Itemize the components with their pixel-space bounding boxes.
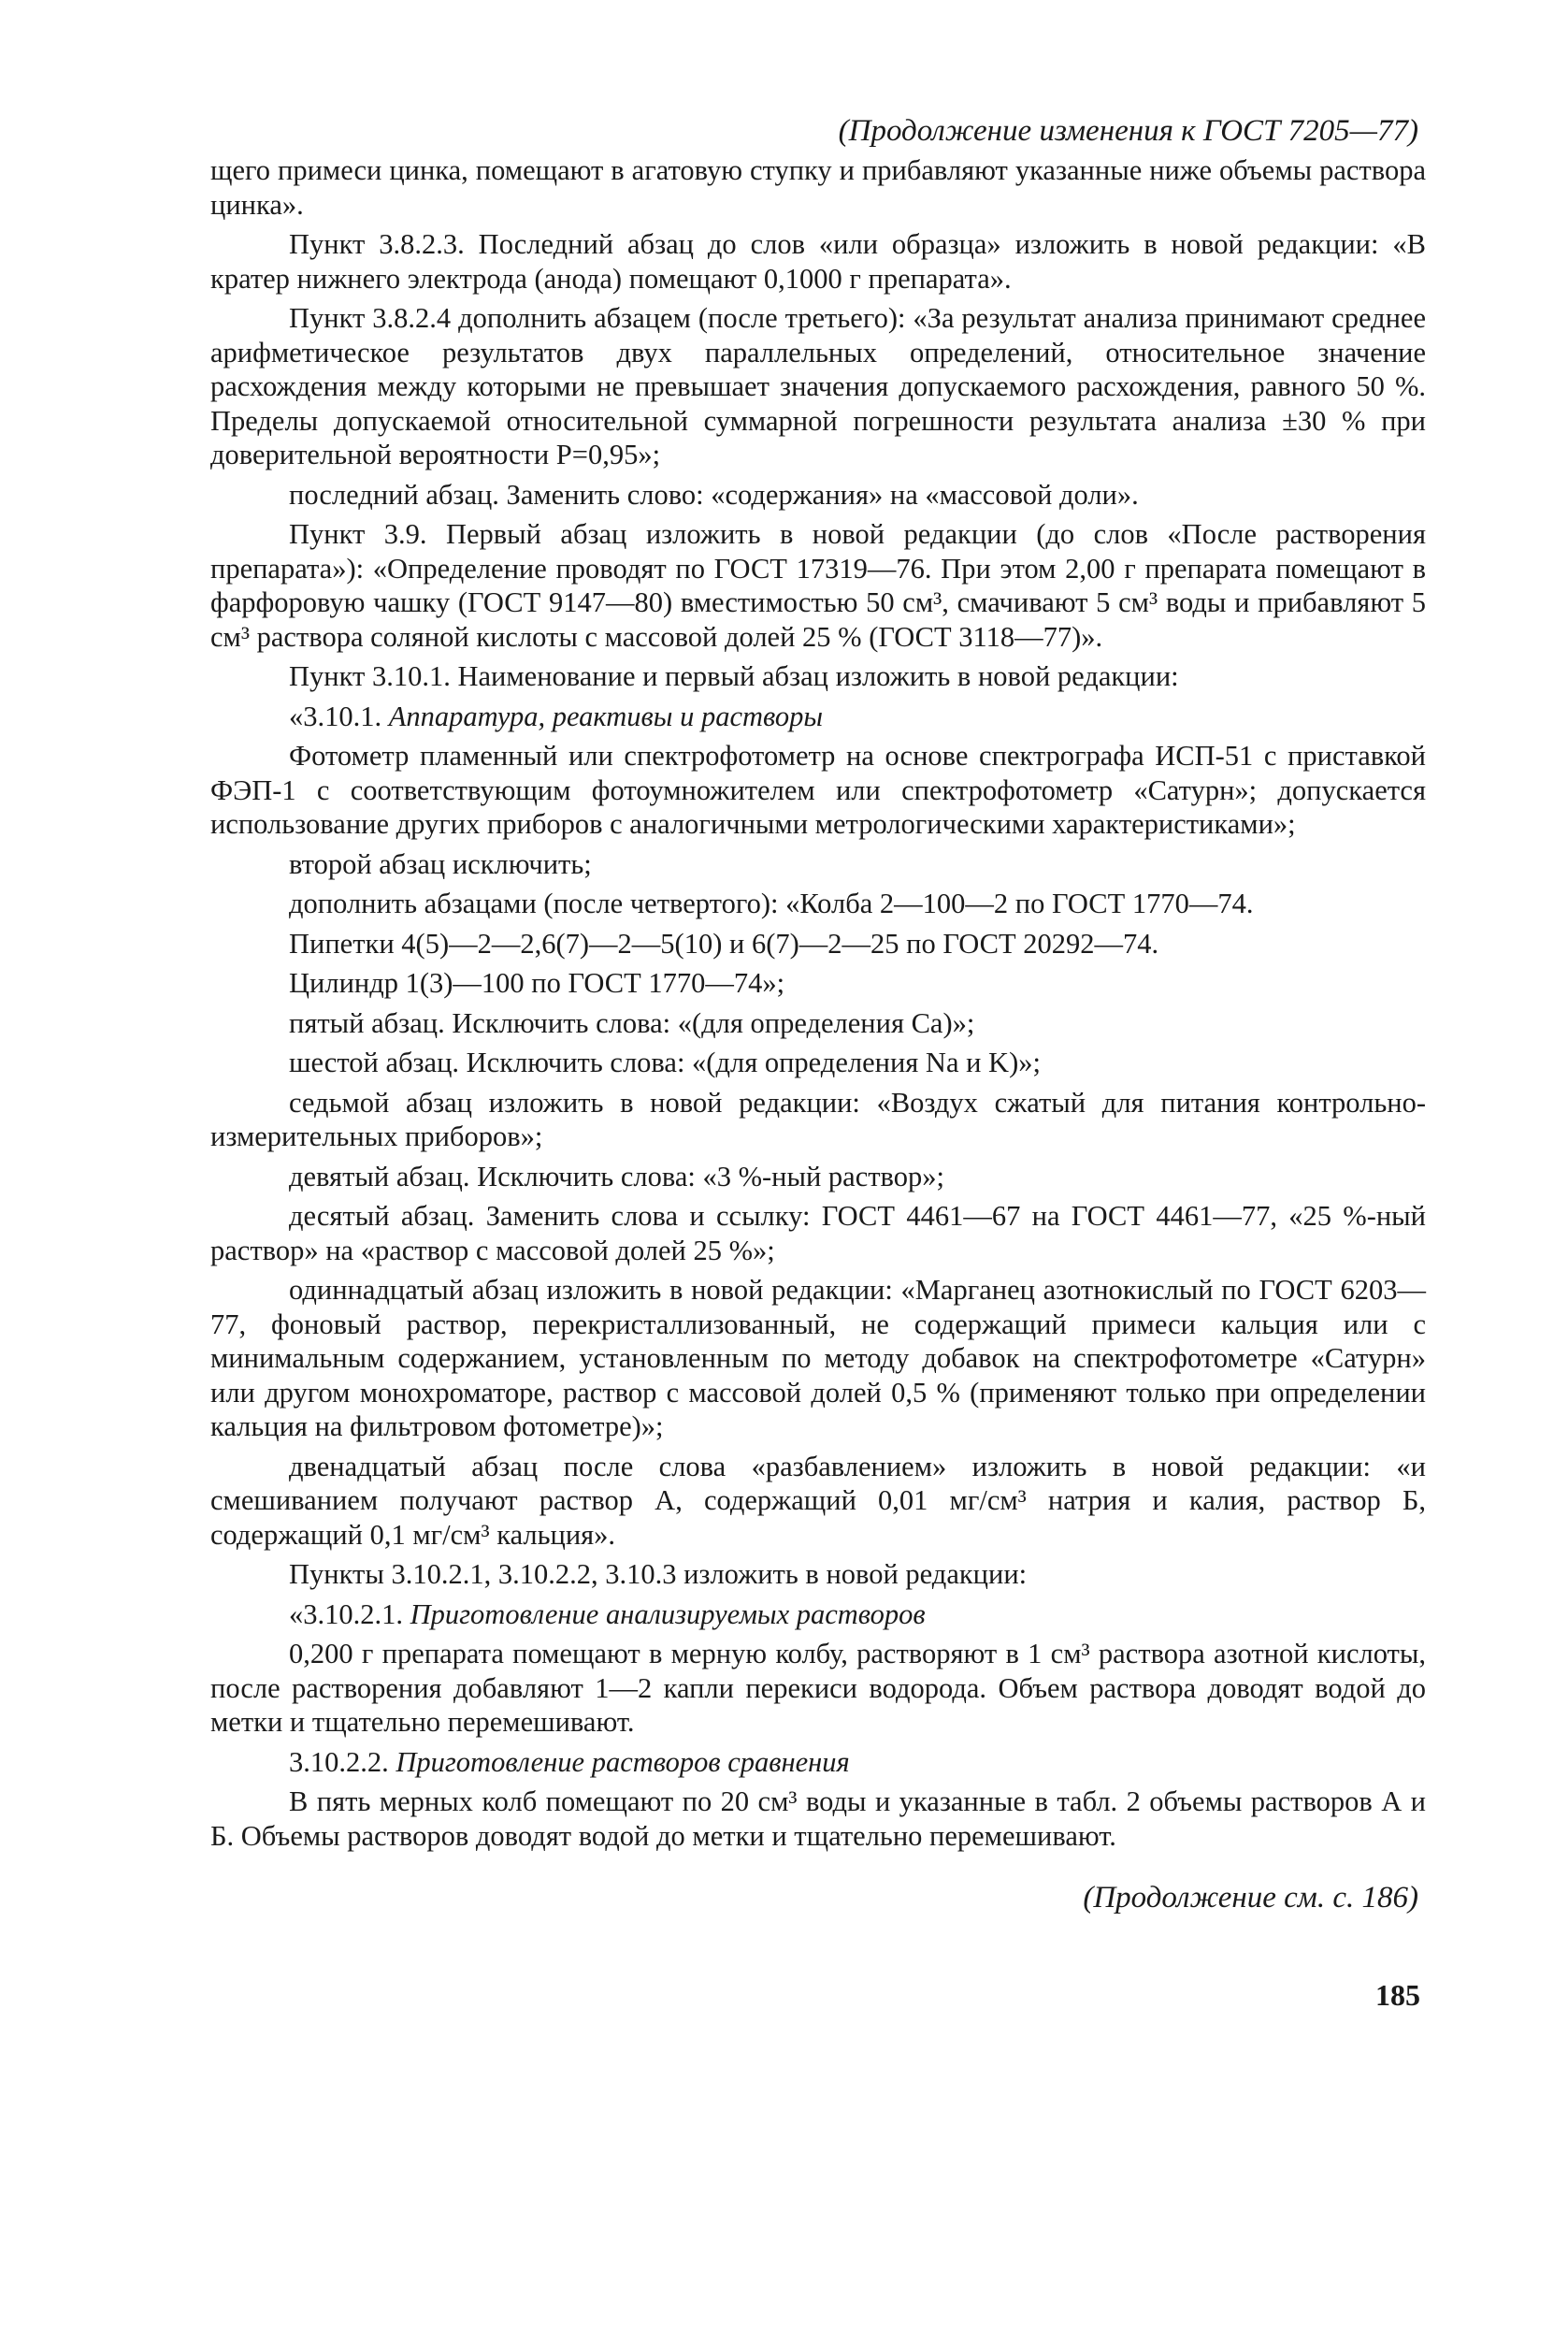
paragraph (210, 1086, 1426, 1154)
paragraph (210, 153, 1426, 222)
paragraph (210, 739, 1426, 842)
paragraph (210, 966, 1426, 1001)
paragraph (210, 1745, 1426, 1780)
paragraph (210, 659, 1426, 694)
paragraph-text: последний абзац. Заменить слово: «содержания» на «массовой доли». (289, 478, 1139, 511)
paragraph (210, 1597, 1426, 1632)
continuation-note: (Продолжение см. с. 186) (1083, 1881, 1418, 1915)
paragraph-text: седьмой абзац изложить в новой редакции: «Воздух сжатый для питания контрольно-измерительных приборов»; (210, 1086, 1426, 1152)
paragraph-heading-italic: Аппаратура, реактивы и растворы (388, 700, 824, 732)
paragraph-text: щего примеси цинка, помещают в агатовую ступку и прибавляют указанные ниже объемы раствора цинка». (210, 154, 1426, 221)
paragraph (210, 1160, 1426, 1194)
paragraph-text: Пункт 3.9. Первый абзац изложить в новой редакции (до слов «После растворения препарата»): «Определение проводят по ГОСТ 17319—76. При этом 2,00 г препарата помещают в фарфоровую чашку (ГОСТ 9147—80) вместимостью 50 см³, смачивают 5 см³ воды и прибавляют 5 см³ раствора соляной кислоты с массовой долей 25 % (ГОСТ 3118—77)». (210, 518, 1426, 653)
paragraph-heading-italic: Приготовление растворов сравнения (396, 1745, 850, 1778)
paragraph-text: дополнить абзацами (после четвертого): «Колба 2—100—2 по ГОСТ 1770—74. (289, 888, 1254, 919)
paragraph-text: Пипетки 4(5)—2—2,6(7)—2—5(10) и 6(7)—2—25 по ГОСТ 20292—74. (289, 927, 1159, 960)
paragraph (210, 1046, 1426, 1080)
paragraph-text: Пункт 3.8.2.4 дополнить абзацем (после третьего): «За результат анализа принимают среднее арифметическое результатов двух параллельных определений, относительное значение расхождения между которыми не превышает значения допускаемого расхождения, равного 50 %. Пределы допускаемой относительной суммарной погрешности результата анализа ±30 % при доверительной вероятности P=0,95»; (210, 302, 1426, 470)
paragraph (210, 227, 1426, 296)
paragraph-text: одиннадцатый абзац изложить в новой редакции: «Марганец азотнокислый по ГОСТ 6203—77, фоновый раствор, перекристаллизованный, не содержащий примеси кальция или с минимальным содержанием, установленным по методу добавок на спектрофотометре «Сатурн» или другом монохроматоре, раствор с массовой долей 0,5 % (применяют только при определении кальция на фильтровом фотометре)»; (210, 1274, 1426, 1442)
paragraph (210, 700, 1426, 734)
paragraph-text: девятый абзац. Исключить слова: «3 %-ный раствор»; (289, 1160, 944, 1192)
paragraph (210, 478, 1426, 513)
paragraph (210, 1637, 1426, 1740)
paragraph-text: второй абзац исключить; (289, 847, 592, 880)
paragraph (210, 517, 1426, 654)
paragraph (210, 1199, 1426, 1267)
paragraph (210, 887, 1426, 921)
page-number: 185 (1375, 1978, 1420, 2012)
paragraph-text: «3.10.1. (289, 700, 389, 732)
paragraph-text: шестой абзац. Исключить слова: «(для определения Na и K)»; (289, 1047, 1041, 1078)
document-page (210, 112, 1426, 2013)
paragraph-text: Пункты 3.10.2.1, 3.10.2.2, 3.10.3 изложить в новой редакции: (289, 1558, 1028, 1590)
paragraph (210, 847, 1426, 882)
paragraph (210, 1557, 1426, 1592)
paragraph-text: пятый абзац. Исключить слова: «(для определения Ca)»; (289, 1006, 975, 1039)
paragraph-text: 3.10.2.2. (289, 1745, 396, 1778)
paragraph (210, 1785, 1426, 1853)
paragraph-text: двенадцатый абзац после слова «разбавлением» изложить в новой редакции: «и смешиванием получают раствор А, содержащий 0,01 мг/см³ натрия и калия, раствор Б, содержащий 0,1 мг/см³ кальция». (210, 1450, 1426, 1551)
paragraph-text: 0,200 г препарата помещают в мерную колбу, растворяют в 1 см³ раствора азотной кислоты, после растворения добавляют 1—2 капли перекиси водорода. Объем раствора доводят водой до метки и тщательно перемешивают. (210, 1638, 1426, 1738)
paragraph-text: десятый абзац. Заменить слова и ссылку: ГОСТ 4461—67 на ГОСТ 4461—77, «25 %-ный раствор» на «раствор с массовой долей 25 %»; (210, 1200, 1426, 1266)
paragraph (210, 1006, 1426, 1041)
paragraph (210, 1273, 1426, 1444)
paragraph-text: «3.10.2.1. (289, 1597, 410, 1630)
running-header: (Продолжение изменения к ГОСТ 7205—77) (838, 114, 1418, 148)
paragraph-text: Пункт 3.10.1. Наименование и первый абзац изложить в новой редакции: (289, 660, 1179, 692)
paragraph-text: Пункт 3.8.2.3. Последний абзац до слов «или образца» изложить в новой редакции: «В кратер нижнего электрода (анода) помещают 0,1000 г препарата». (210, 228, 1426, 295)
paragraph-heading-italic: Приготовление анализируемых растворов (410, 1597, 926, 1630)
paragraph-text: Фотометр пламенный или спектрофотометр на основе спектрографа ИСП-51 с приставкой ФЭП-1 с соответствующим фотоумножителем или спектрофотометр «Сатурн»; допускается использование других приборов с аналогичными метрологическими характеристиками»; (210, 740, 1426, 840)
paragraph-text: Цилиндр 1(3)—100 по ГОСТ 1770—74»; (289, 967, 785, 999)
paragraph (210, 927, 1426, 961)
document-body (210, 153, 1426, 1853)
paragraph (210, 1450, 1426, 1553)
paragraph-text: В пять мерных колб помещают по 20 см³ воды и указанные в табл. 2 объемы растворов А и Б. Объемы растворов доводят водой до метки и тщательно перемешивают. (210, 1785, 1426, 1852)
paragraph (210, 301, 1426, 472)
